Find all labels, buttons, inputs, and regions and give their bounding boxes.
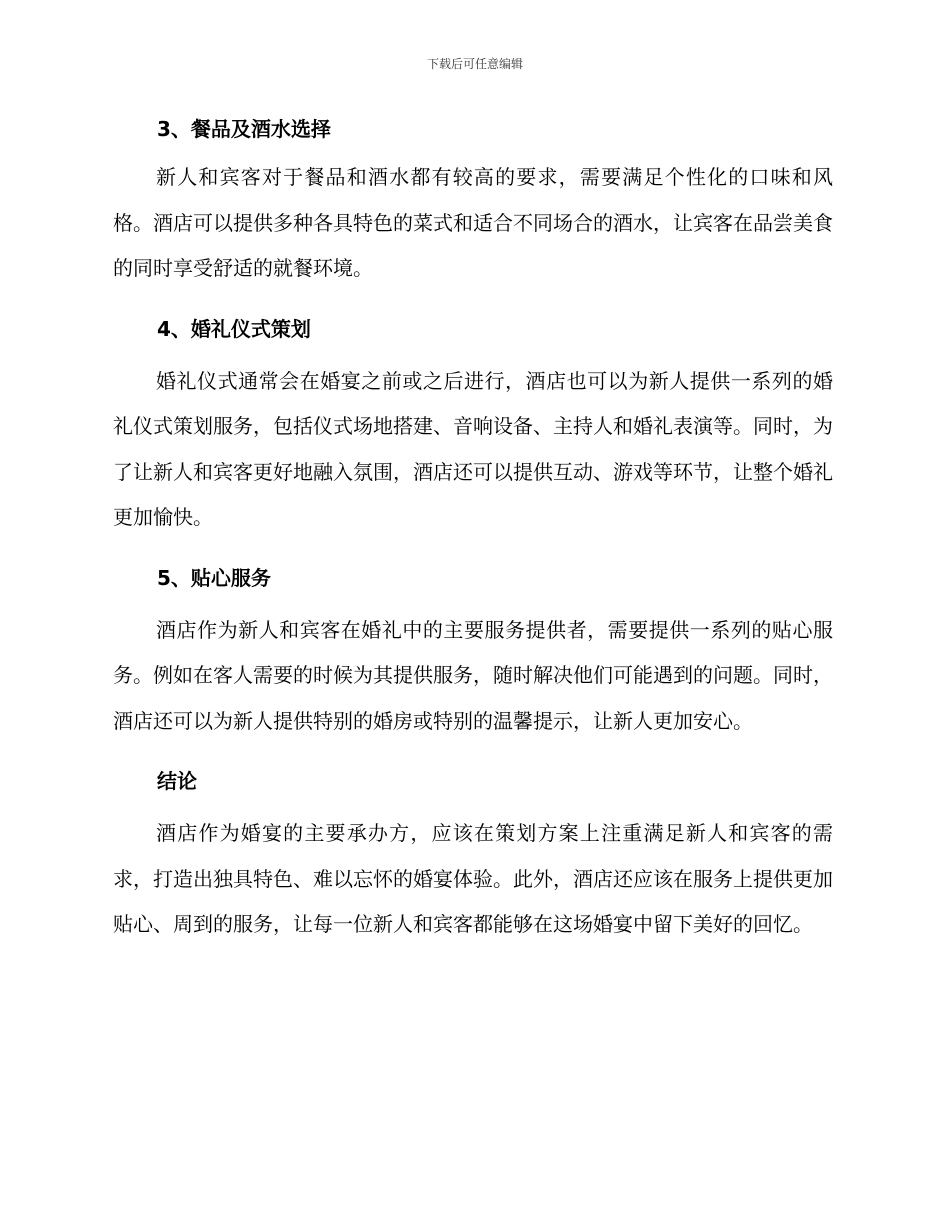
conclusion-paragraph: 酒店作为婚宴的主要承办方，应该在策划方案上注重满足新人和宾客的需求，打造出独具特色、难以忘怀的婚宴体验。此外，酒店还应该在服务上提供更加贴心、周到的服务，让每一位新人和宾客都能够在这场婚宴中留下美好的回忆。 xyxy=(113,821,833,936)
header-note: 下载后可任意编辑 xyxy=(426,57,523,71)
section-heading: 3、餐品及酒水选择 xyxy=(157,117,331,141)
conclusion-heading: 结论 xyxy=(157,769,197,793)
section-heading: 4、婚礼仪式策划 xyxy=(157,316,311,341)
section-paragraph: 酒店作为新人和宾客在婚礼中的主要服务提供者，需要提供一系列的贴心服务。例如在客人需要的时候为其提供服务，随时解决他们可能遇到的问题。同时，酒店还可以为新人提供特别的婚房或特别的温馨提示，让新人更加安心。 xyxy=(113,617,833,733)
document-body xyxy=(113,112,833,948)
section-paragraph: 新人和宾客对于餐品和酒水都有较高的要求，需要满足个性化的口味和风格。酒店可以提供多种各具特色的菜式和适合不同场合的酒水，让宾客在品尝美食的同时享受舒适的就餐环境。 xyxy=(113,165,833,280)
section-paragraph: 婚礼仪式通常会在婚宴之前或之后进行，酒店也可以为新人提供一系列的婚礼仪式策划服务，包括仪式场地搭建、音响设备、主持人和婚礼表演等。同时，为了让新人和宾客更好地融入氛围，酒店还可以提供互动、游戏等环节，让整个婚礼更加愉快。 xyxy=(113,368,833,529)
section-heading: 5、贴心服务 xyxy=(157,565,271,590)
